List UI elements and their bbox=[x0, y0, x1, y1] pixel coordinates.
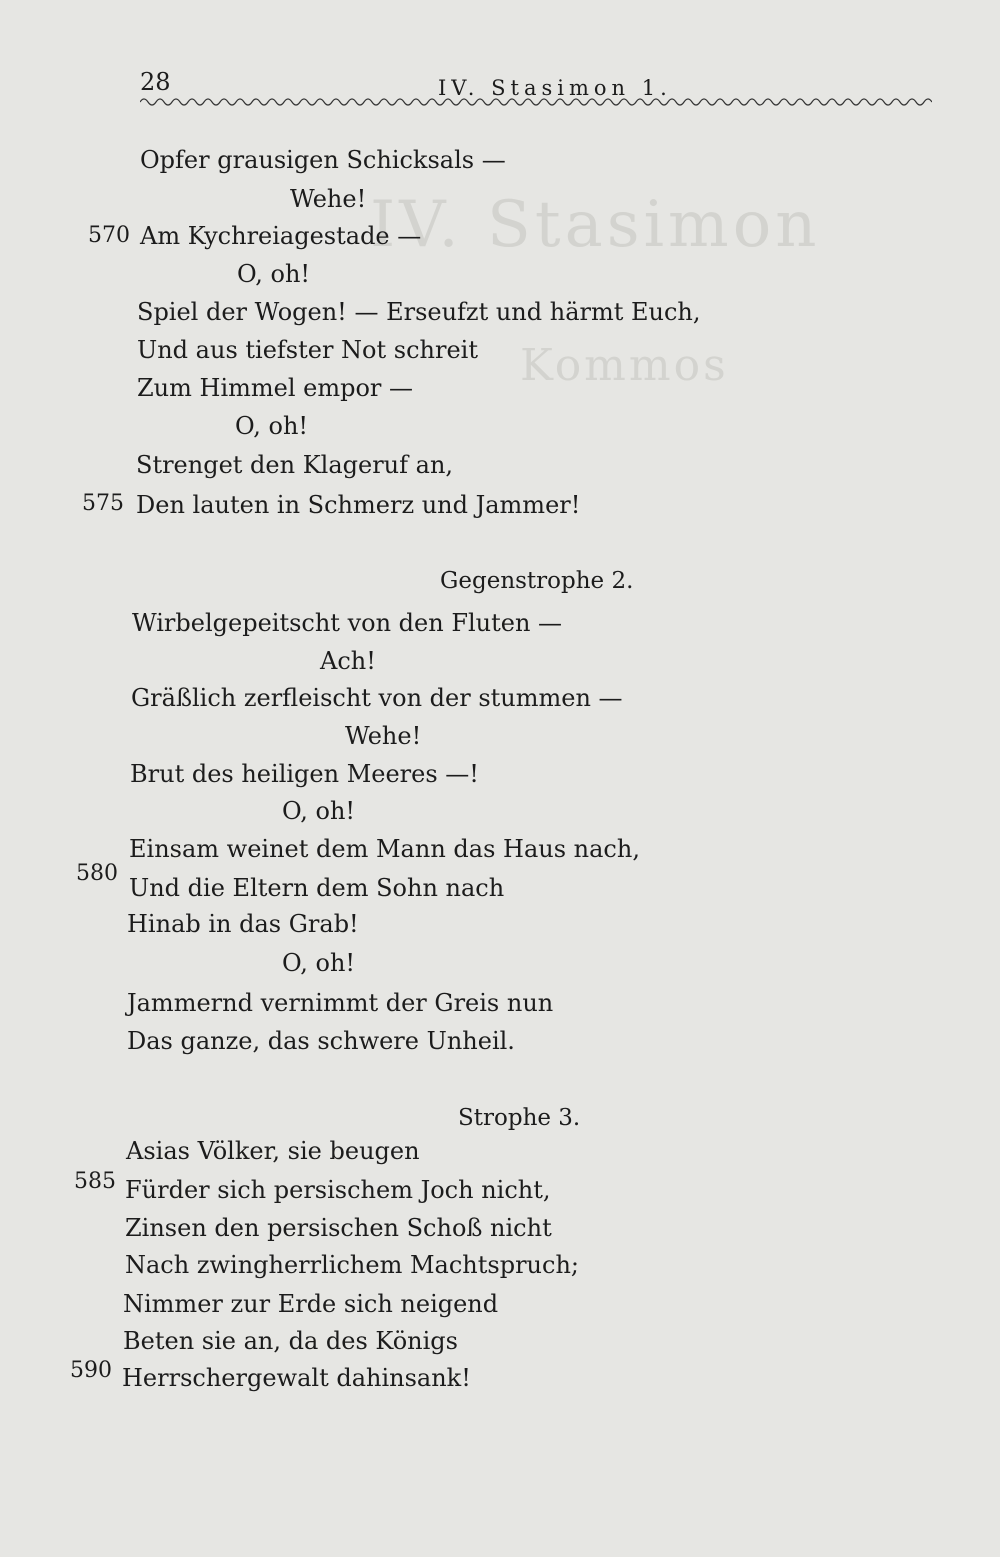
line-number: 575 bbox=[82, 491, 124, 516]
verse-line: Opfer grausigen Schicksals — bbox=[140, 146, 506, 174]
verse-line: Beten sie an, da des Königs bbox=[123, 1327, 458, 1355]
verse-line: Zinsen den persischen Schoß nicht bbox=[125, 1214, 552, 1242]
verse-line: Gräßlich zerfleischt von der stummen — bbox=[131, 684, 623, 712]
verse-line: O, oh! bbox=[282, 797, 356, 825]
verse-line: O, oh! bbox=[282, 949, 356, 977]
verse-line: Einsam weinet dem Mann das Haus nach, bbox=[129, 835, 640, 863]
verse-line: Wehe! bbox=[290, 185, 367, 213]
verse-line: Nach zwingherrlichem Machtspruch; bbox=[125, 1251, 579, 1279]
wavy-rule bbox=[140, 95, 932, 109]
verse-line: Brut des heiligen Meeres —! bbox=[130, 760, 479, 788]
verse-line: Nimmer zur Erde sich neigend bbox=[123, 1290, 499, 1318]
verse-line: Strenget den Klageruf an, bbox=[136, 451, 454, 479]
verse-line: Das ganze, das schwere Unheil. bbox=[127, 1027, 515, 1055]
verse-line: Herrschergewalt dahinsank! bbox=[122, 1364, 471, 1392]
running-head: IV. Stasimon 1. bbox=[438, 76, 672, 100]
verse-line: Fürder sich persischem Joch nicht, bbox=[125, 1176, 551, 1204]
verse-line: Spiel der Wogen! — Erseufzt und härmt Euch, bbox=[137, 298, 701, 326]
verse-line: Wirbelgepeitscht von den Fluten — bbox=[132, 609, 563, 637]
show-through-subtitle: Kommos bbox=[520, 340, 729, 391]
page-number: 28 bbox=[140, 68, 171, 96]
verse-line: Asias Völker, sie beugen bbox=[126, 1137, 420, 1165]
verse-line: Am Kychreiagestade — bbox=[140, 222, 422, 250]
show-through-title: IV. Stasimon bbox=[370, 188, 821, 262]
verse-line: Und aus tiefster Not schreit bbox=[137, 336, 478, 364]
section-heading: Strophe 3. bbox=[458, 1105, 581, 1131]
line-number: 570 bbox=[88, 223, 130, 248]
verse-line: Jammernd vernimmt der Greis nun bbox=[127, 989, 554, 1017]
line-number: 580 bbox=[76, 861, 118, 886]
line-number: 585 bbox=[74, 1169, 116, 1194]
verse-line: O, oh! bbox=[235, 412, 309, 440]
line-number: 590 bbox=[70, 1358, 112, 1383]
verse-line: Hinab in das Grab! bbox=[127, 910, 359, 938]
verse-line: Ach! bbox=[320, 647, 376, 675]
verse-line: Zum Himmel empor — bbox=[137, 374, 414, 402]
verse-line: Den lauten in Schmerz und Jammer! bbox=[136, 491, 581, 519]
verse-line: Wehe! bbox=[345, 722, 422, 750]
section-heading: Gegenstrophe 2. bbox=[440, 568, 634, 594]
verse-line: Und die Eltern dem Sohn nach bbox=[129, 874, 505, 902]
verse-line: O, oh! bbox=[237, 260, 311, 288]
